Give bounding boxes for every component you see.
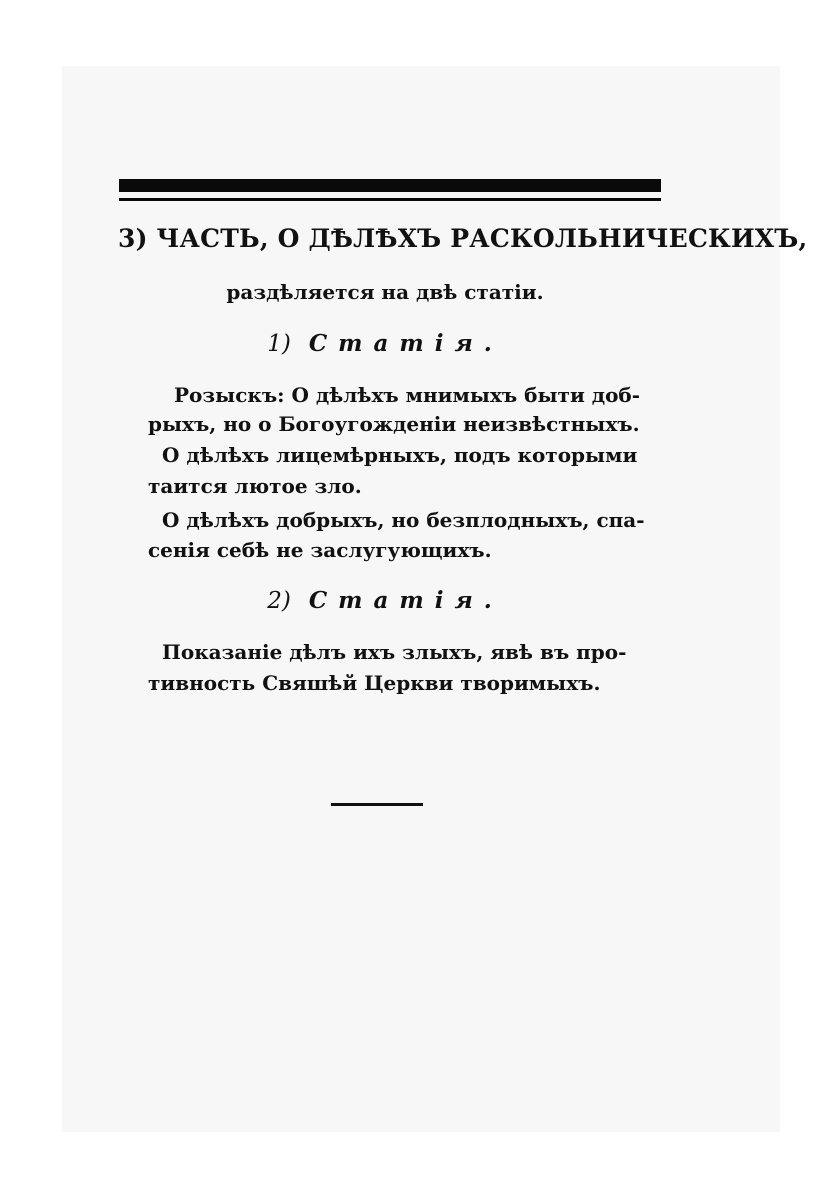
article-1-line: сенія себѣ не заслугующихъ. <box>148 538 492 562</box>
part-subheading: раздѣляется на двѣ статіи. <box>226 280 544 304</box>
article-1-line: О дѣлѣхъ лицемѣрныхъ, подъ которыми <box>162 443 638 467</box>
article-1-line: О дѣлѣхъ добрыхъ, но безплодныхъ, спа- <box>162 508 645 532</box>
article-1-word: Статія. <box>308 330 503 357</box>
article-2-word: Статія. <box>308 587 503 614</box>
header-rule-thin <box>119 198 661 201</box>
article-2-number: 2) <box>267 588 291 614</box>
article-1-number: 1) <box>267 331 291 357</box>
closing-ornament-rule <box>331 803 423 806</box>
header-rule-thick <box>119 179 661 192</box>
part-heading: 3) ЧАСТЬ, О ДѢЛѢХЪ РАСКОЛЬНИЧЕСКИХЪ, <box>118 224 808 253</box>
article-2-line: Показаніе дѣлъ ихъ злыхъ, явѣ въ про- <box>162 640 627 664</box>
article-1-title <box>0 330 770 357</box>
article-1-line: таится лютое зло. <box>148 474 362 498</box>
article-1-line: Розыскъ: О дѣлѣхъ мнимыхъ быти доб- <box>174 383 641 407</box>
article-2-title <box>0 587 770 614</box>
article-2-line: тивность Свяшѣй Церкви творимыхъ. <box>148 671 601 695</box>
article-1-line: рыхъ, но о Богоугожденіи неизвѣстныхъ. <box>148 412 640 436</box>
